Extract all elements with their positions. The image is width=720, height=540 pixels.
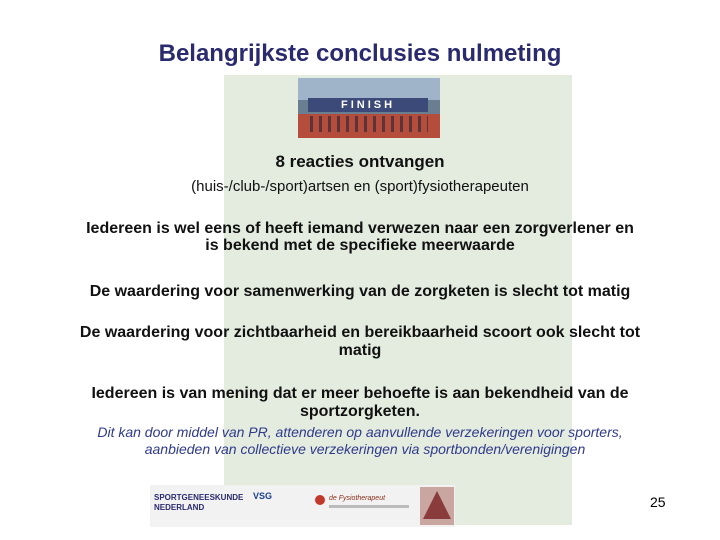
sportgeneeskunde-logo bbox=[154, 493, 243, 513]
fysio-logo-rule bbox=[329, 505, 409, 508]
responses-heading: 8 reacties ontvangen bbox=[275, 152, 445, 171]
point-2: De waardering voor samenwerking van de zorgketen is slecht tot matig bbox=[89, 283, 631, 300]
vsg-logo: VSG bbox=[253, 491, 273, 501]
page-number: 25 bbox=[650, 494, 666, 510]
point-4-line-2: sportzorgketen. bbox=[299, 403, 420, 420]
slide-title: Belangrijkste conclusies nulmeting bbox=[158, 40, 562, 67]
fysiotherapeut-logo bbox=[315, 493, 415, 517]
fysio-logo-mark bbox=[315, 495, 325, 505]
partner-logos bbox=[150, 485, 455, 527]
note-line-2: aanbieden van collectieve verzekeringen via sportbonden/verenigingen bbox=[144, 441, 586, 457]
photo-sky bbox=[298, 78, 440, 100]
sgn-logo-line-1: SPORTGENEESKUNDE bbox=[154, 493, 244, 502]
sport-emblem-logo bbox=[420, 487, 454, 525]
point-3-line-2: matig bbox=[338, 342, 382, 359]
sgn-logo-line-2: NEDERLAND bbox=[154, 503, 205, 512]
emblem-triangle bbox=[423, 491, 451, 519]
fysio-logo-text: de Fysiotherapeut bbox=[329, 495, 386, 502]
respondent-groups: (huis-/club-/sport)artsen en (sport)fysiotherapeuten bbox=[191, 178, 529, 195]
point-1-line-1: Iedereen is wel eens of heeft iemand verwezen naar een zorgverlener en bbox=[86, 220, 634, 237]
finish-photo bbox=[298, 78, 440, 138]
note-line-1: Dit kan door middel van PR, attenderen op aanvullende verzekeringen voor sporters, bbox=[97, 424, 623, 440]
photo-crowd bbox=[310, 116, 428, 132]
point-3-line-1: De waardering voor zichtbaarheid en bereikbaarheid scoort ook slecht tot bbox=[79, 324, 641, 341]
point-1-line-2: is bekend met de specifieke meerwaarde bbox=[205, 237, 515, 254]
finish-banner: FINISH bbox=[308, 98, 428, 112]
point-4-line-1: Iedereen is van mening dat er meer behoefte is aan bekendheid van de bbox=[91, 385, 629, 402]
